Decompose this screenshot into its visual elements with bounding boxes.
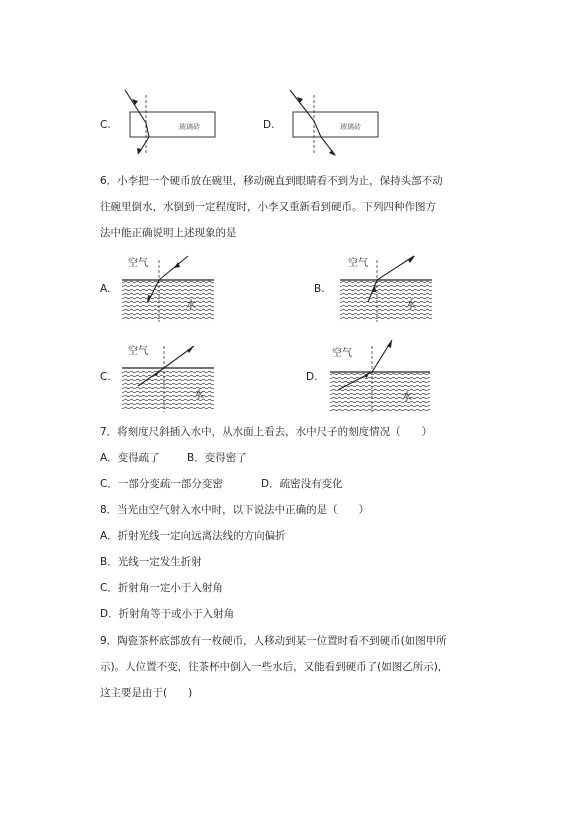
q7-option-d: D．疏密没有变化 [261,478,343,490]
q6-a-air-label: 空气 [128,258,148,269]
q8-stem: 8．当光由空气射入水中时，以下说法中正确的是（ ） [100,504,370,516]
glass-label-c: 玻璃砖 [179,123,200,131]
q6-diagram-c [118,338,218,414]
q7-stem: 7．将刻度尺斜插入水中，从水面上看去，水中尺子的刻度情况（ ） [100,426,433,438]
q6-b-water-label: 水 [406,300,416,311]
option-d-label: D. [263,119,275,131]
glass-refraction-diagram-c [115,85,225,160]
option-c-label: C. [100,119,111,131]
q6-d-air-label: 空气 [332,348,352,359]
glass-refraction-diagram-d [278,85,388,160]
q6-a-water-label: 水 [186,300,196,311]
q9-stem-line-2: 示)。人位置不变，往茶杯中倒入一些水后，又能看到硬币了(如图乙所示)， [100,661,449,673]
q9-stem-line-1: 9．陶瓷茶杯底部放有一枚硬币，人移动到某一位置时看不到硬币(如图甲所 [100,635,447,647]
q6-d-water-label: 水 [402,392,412,403]
q6-option-a-label: A. [100,283,111,295]
q6-diagram-b [336,252,436,324]
q6-diagram-d [326,336,436,414]
q6-option-c-label: C. [100,371,111,383]
q6-option-b-label: B. [314,283,325,295]
q6-stem-line-3: 法中能正确说明上述现象的是 [100,227,237,239]
q9-stem-line-3: 这主要是由于( ) [100,687,193,699]
q6-option-d-label: D. [306,371,318,383]
q8-option-b: B．光线一定发生折射 [100,556,202,568]
q7-option-b: B．变得密了 [187,452,247,464]
q6-diagram-a [118,252,218,324]
glass-label-d: 玻璃砖 [340,123,361,131]
q7-option-c: C．一部分变疏一部分变密 [100,478,223,490]
q6-c-air-label: 空气 [128,346,148,357]
q6-c-water-label: 水 [194,390,204,401]
q7-option-a: A．变得疏了 [100,452,160,464]
q8-option-a: A．折射光线一定向远离法线的方向偏折 [100,530,286,542]
q8-option-c: C．折射角一定小于入射角 [100,582,223,594]
q8-option-d: D．折射角等于或小于入射角 [100,608,235,620]
q6-stem-line-1: 6．小李把一个硬币放在碗里，移动碗直到眼睛看不到为止，保持头部不动 [100,175,443,187]
q6-b-air-label: 空气 [348,258,368,269]
q6-stem-line-2: 往碗里倒水，水倒到一定程度时，小李又重新看到硬币。下列四种作图方 [100,201,436,213]
